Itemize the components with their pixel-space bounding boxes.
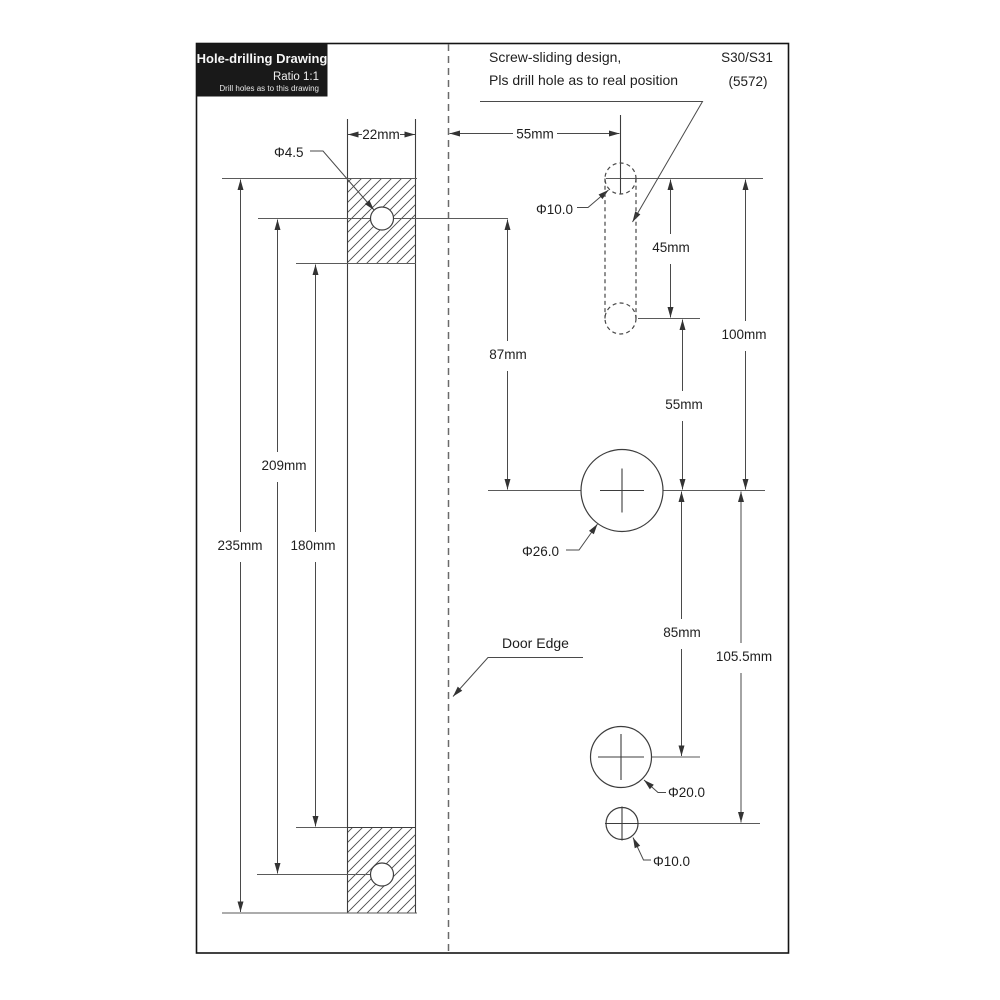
model-code-label: (5572): [728, 74, 768, 89]
label-plate-length: 235mm: [217, 538, 263, 553]
bottom-screw-hole: [605, 807, 639, 841]
slot-bottom-circle: [605, 303, 636, 334]
label-spindle-to-bottom-hole: 105.5mm: [715, 649, 773, 664]
model-label: S30/S31: [721, 50, 773, 65]
instruction-line2: Pls drill hole as to real position: [489, 72, 679, 88]
label-slot-offset: 55mm: [516, 126, 554, 142]
drawing-title: Hole-drilling Drawing: [196, 51, 328, 66]
faceplate-screw-hole-bottom: [371, 863, 394, 886]
label-slot-length: 45mm: [652, 240, 690, 255]
label-screw-hole-spacing: 209mm: [261, 458, 307, 473]
label-screw-hole-to-spindle: 87mm: [489, 347, 527, 362]
label-slot-top-to-spindle: 100mm: [721, 327, 767, 342]
label-top-screw-hole-dia: Φ4.5: [274, 145, 304, 160]
label-cylinder-hole-dia: Φ20.0: [668, 785, 706, 800]
dimension-labels: [217, 127, 772, 870]
drawing-note: Drill holes as to this drawing: [219, 84, 319, 93]
label-hatch-inner-spacing: 180mm: [290, 538, 336, 553]
header-texts: [489, 49, 773, 89]
label-bottom-screw-hole-dia: Φ10.0: [653, 854, 691, 869]
drawing-ratio: Ratio 1:1: [272, 71, 319, 83]
leader-instruction-to-slot: [480, 102, 703, 223]
label-slot-bottom-to-spindle: 55mm: [665, 397, 703, 412]
label-spindle-to-cylinder: 85mm: [663, 625, 701, 640]
leader-door-edge: [453, 658, 583, 697]
instruction-line1: Screw-sliding design,: [489, 49, 622, 65]
screw-sliding-slot: [605, 115, 636, 334]
leader-slot-dia: [577, 190, 609, 208]
drawing-frame-border: [197, 44, 789, 954]
cylinder-hole: [591, 727, 652, 788]
label-plate-width: 22mm: [362, 127, 400, 142]
spindle-hole: [581, 450, 663, 532]
leader-cylinder-dia: [644, 780, 666, 793]
faceplate-view: [348, 119, 416, 913]
faceplate-screw-hole-top: [371, 207, 394, 230]
leader-spindle-dia: [566, 524, 598, 550]
leader-bottom-hole-dia: [633, 838, 651, 861]
title-block: [197, 44, 328, 97]
label-slot-hole-dia: Φ10.0: [536, 202, 574, 217]
label-spindle-hole-dia: Φ26.0: [522, 544, 560, 559]
label-door-edge: Door Edge: [502, 635, 569, 651]
